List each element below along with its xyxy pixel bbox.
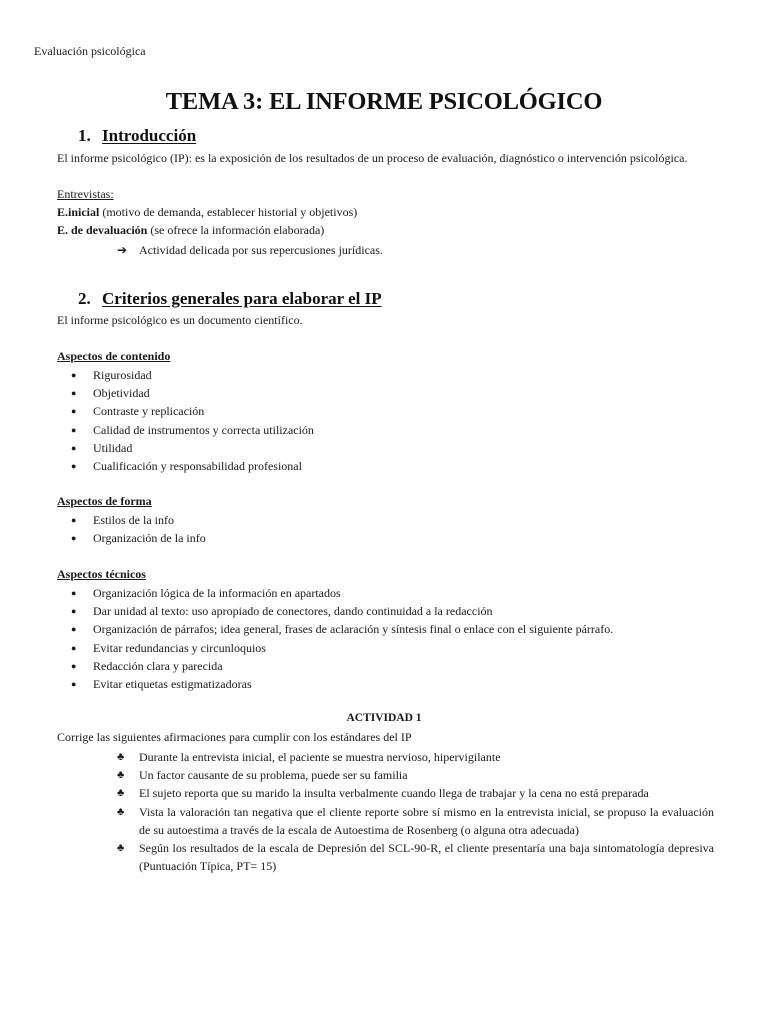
club-icon: ♣ xyxy=(117,751,125,763)
bullet-icon: ● xyxy=(71,388,77,399)
initial-interview-line xyxy=(57,205,357,220)
initial-interview-term: E.inicial xyxy=(57,205,100,219)
list-item: ● Redacción clara y parecida xyxy=(57,657,613,675)
list-item: ● Evitar redundancias y circunloquios xyxy=(57,639,613,657)
content-aspects-list xyxy=(57,366,314,475)
initial-interview-desc: (motivo de demanda, establecer historial y objetivos) xyxy=(99,205,358,219)
section-1-heading xyxy=(78,126,196,146)
list-item: ♣ Vista la valoración tan negativa que el cliente reporte sobre sí mismo en la entrevista inicial, se propuso la evaluación de su autoestima a través de la escala de Autoestima de Rosenberg (o alguna otra adecuada) xyxy=(117,804,714,837)
document-title: TEMA 3: EL INFORME PSICOLÓGICO xyxy=(165,88,603,115)
list-item: ● Objetividad xyxy=(57,384,314,402)
list-item: ♣ Durante la entrevista inicial, el paciente se muestra nervioso, hipervigilante xyxy=(117,748,714,766)
return-interview-desc: (se ofrece la información elaborada) xyxy=(147,223,325,237)
bullet-icon: ● xyxy=(71,370,77,380)
club-icon: ♣ xyxy=(117,787,125,800)
club-icon: ♣ xyxy=(117,842,125,855)
club-icon: ♣ xyxy=(117,769,125,782)
section-2-heading xyxy=(78,289,382,309)
list-item: ● Cualificación y responsabilidad profesional xyxy=(57,457,314,475)
section-1-number: 1. xyxy=(78,126,91,145)
arrow-note xyxy=(117,243,383,258)
interviews-label: Entrevistas: xyxy=(57,187,114,201)
list-item: ● Organización de la info xyxy=(57,529,206,547)
list-item: ● Utilidad xyxy=(57,439,314,457)
list-item: ♣ Un factor causante de su problema, puede ser su familia xyxy=(117,766,714,784)
technical-aspects-list xyxy=(57,584,613,693)
bullet-icon: ● xyxy=(71,642,77,653)
list-item: ♣ Según los resultados de la escala de Depresión del SCL-90-R, el cliente presentaría una baja sintomatología depresiva (Puntuación Típica, PT= 15) xyxy=(117,841,714,874)
list-item: ● Calidad de instrumentos y correcta utilización xyxy=(57,421,314,439)
list-item: ● Organización lógica de la información en apartados xyxy=(57,584,613,602)
bullet-icon: ● xyxy=(71,606,77,617)
activity-title: ACTIVIDAD 1 xyxy=(346,712,422,724)
bullet-icon: ● xyxy=(71,678,77,689)
arrow-right-icon: ➔ xyxy=(117,243,128,257)
list-item: ● Contraste y replicación xyxy=(57,402,314,420)
activity-statements-list xyxy=(117,748,714,875)
arrow-note-text: Actividad delicada por sus repercusiones jurídicas. xyxy=(139,243,383,257)
section-2-intro: El informe psicológico es un documento científico. xyxy=(57,313,303,327)
return-interview-line xyxy=(57,223,324,238)
activity-instruction: Corrige las siguientes afirmaciones para cumplir con los estándares del IP xyxy=(57,730,412,744)
list-item: ● Dar unidad al texto: uso apropiado de conectores, dando continuidad a la redacción xyxy=(57,602,613,620)
bullet-icon: ● xyxy=(71,406,77,417)
list-item: ♣ El sujeto reporta que su marido la insulta verbalmente cuando llega de trabajar y la cena no está preparada xyxy=(117,784,714,802)
club-icon: ♣ xyxy=(117,805,125,818)
bullet-icon: ● xyxy=(71,588,77,598)
bullet-icon: ● xyxy=(71,424,77,435)
section-2-number: 2. xyxy=(78,289,91,308)
bullet-icon: ● xyxy=(71,660,77,671)
technical-aspects-label: Aspectos técnicos xyxy=(57,567,146,581)
return-interview-term: E. de devaluación xyxy=(57,223,148,237)
section-1-title: Introducción xyxy=(102,126,197,145)
list-item: ● Evitar etiquetas estigmatizadoras xyxy=(57,675,613,693)
ip-definition: El informe psicológico (IP): es la exposición de los resultados de un proceso de evaluación, diagnóstico o intervención psicológica. xyxy=(57,151,688,165)
bullet-icon: ● xyxy=(71,515,77,525)
running-header: Evaluación psicológica xyxy=(34,44,146,58)
section-2-title: Criterios generales para elaborar el IP xyxy=(102,289,382,308)
bullet-icon: ● xyxy=(71,533,77,544)
form-aspects-label: Aspectos de forma xyxy=(57,494,152,508)
bullet-icon: ● xyxy=(71,442,77,453)
form-aspects-list xyxy=(57,511,206,547)
bullet-icon: ● xyxy=(71,460,77,471)
list-item: ● Rigurosidad xyxy=(57,366,314,384)
list-item: ● Estilos de la info xyxy=(57,511,206,529)
content-aspects-label: Aspectos de contenido xyxy=(57,349,171,363)
bullet-icon: ● xyxy=(71,624,77,635)
list-item: ● Organización de párrafos; idea general, frases de aclaración y síntesis final o enlace con el siguiente párrafo. xyxy=(57,620,613,638)
